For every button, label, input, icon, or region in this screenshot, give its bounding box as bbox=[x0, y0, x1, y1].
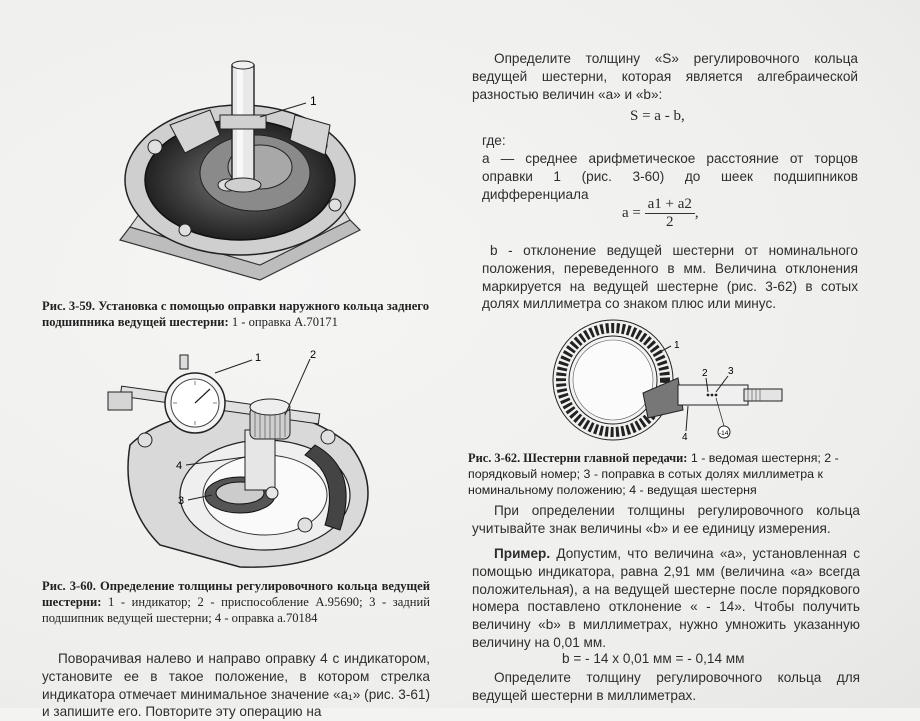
definition-b-text: b - отклонение ведущей шестерни от номинального положения, переведенного в мм. Величина отклонения маркируется на ведущей шестерне (рис. 3-62) в сотых долях миллиметра со знаком плюс или минус. bbox=[482, 243, 858, 312]
formula-a-denominator: 2 bbox=[666, 214, 674, 230]
final-paragraph bbox=[472, 669, 860, 705]
fig359-callout-1: 1 bbox=[310, 94, 317, 108]
formula-s bbox=[630, 108, 685, 125]
definition-a-text: a — среднее арифметическое расстояние от торцов оправки 1 (рис. 3-60) до шеек подшипников дифференциала bbox=[482, 151, 858, 202]
intro-text: Определите толщину «S» регулировочного кольца ведущей шестерни, которая является алгебраической разностью величин «a» и «b»: bbox=[472, 51, 858, 102]
final-text: Определите толщину регулировочного кольца для ведущей шестерни в миллиметрах. bbox=[472, 670, 860, 703]
fig360-callout-1: 1 bbox=[255, 352, 262, 364]
figure-3-60-illustration bbox=[100, 345, 410, 570]
fig359-caption-legend: 1 - оправка А.70171 bbox=[228, 315, 338, 329]
example-label: Пример. bbox=[494, 546, 551, 561]
fig362-caption-legend: 1 - ведомая шестерня; 2 - порядковый номер; 3 - поправка в сотых долях миллиметра к номинальному положению; 4 - ведущая шестерня bbox=[468, 451, 839, 497]
formula-b-text: b = - 14 x 0,01 мм = - 0,14 мм bbox=[562, 651, 745, 666]
left-paragraph-text: Поворачивая налево и направо оправку 4 с индикатором, установите ее в такое положение, в котором стрелка индикатора отмечает минимальное значение «a₁» (рис. 3-61) и запишите его. Повторите эту операцию на bbox=[42, 651, 430, 720]
definition-b bbox=[482, 242, 858, 313]
fig360-callout-3: 3 bbox=[178, 495, 185, 507]
formula-s-text: S = a - b, bbox=[630, 108, 685, 124]
fig362-callout-4: 4 bbox=[682, 432, 688, 443]
fig360-caption-title: Рис. 3-60. Определение толщины регулировочного кольца ведущей шестерни: bbox=[42, 579, 430, 609]
fig362-callout-2: 2 bbox=[702, 368, 708, 379]
figure-3-59-illustration bbox=[110, 55, 370, 285]
sign-text: При определении толщины регулировочного кольца учитывайте знак величины «b» и ее единицу измерения. bbox=[472, 503, 860, 536]
example-text: Допустим, что величина «a», установленная с помощью индикатора, равна 2,91 мм (величина «a» всегда положительная), а на ведущей шестерне после порядкового номера поставлено отклонение « - 14». Чтобы получить величину «b» в миллиметрах, нужно умножить указанную величину на 0,01 мм. bbox=[472, 546, 860, 650]
left-paragraph bbox=[42, 650, 430, 721]
fig362-callout-3: 3 bbox=[728, 366, 734, 377]
intro-paragraph bbox=[472, 50, 858, 103]
figure-3-59-caption bbox=[42, 298, 432, 330]
fig362-stamp: -14 bbox=[719, 430, 729, 437]
formula-a-lhs: a = bbox=[622, 204, 641, 221]
fig360-callout-4: 4 bbox=[176, 460, 183, 472]
formula-a-numerator: a1 + a2 bbox=[645, 196, 695, 214]
fig359-caption-title: Рис. 3-59. Установка с помощью оправки наружного кольца заднего подшипника ведущей шестерни: bbox=[42, 299, 429, 329]
example-paragraph bbox=[472, 545, 860, 652]
sign-paragraph bbox=[472, 502, 860, 538]
where-text: где: bbox=[482, 133, 506, 148]
formula-a-fraction bbox=[645, 196, 695, 231]
figure-3-62-illustration bbox=[548, 318, 798, 443]
formula-b bbox=[562, 650, 744, 668]
figure-3-60-caption bbox=[42, 578, 430, 626]
where-label bbox=[482, 132, 506, 150]
fig362-callout-1: 1 bbox=[674, 340, 680, 351]
fig362-caption-title: Рис. 3-62. Шестерни главной передачи: bbox=[468, 451, 688, 465]
formula-a-end: , bbox=[694, 204, 699, 221]
figure-3-62-caption bbox=[468, 450, 860, 498]
fig360-caption-legend: 1 - индикатор; 2 - приспособление А.95690; 3 - задний подшипник ведущей шестерни; 4 - оправка а.70184 bbox=[42, 595, 430, 625]
formula-a bbox=[622, 196, 699, 231]
fig360-callout-2: 2 bbox=[310, 349, 317, 361]
